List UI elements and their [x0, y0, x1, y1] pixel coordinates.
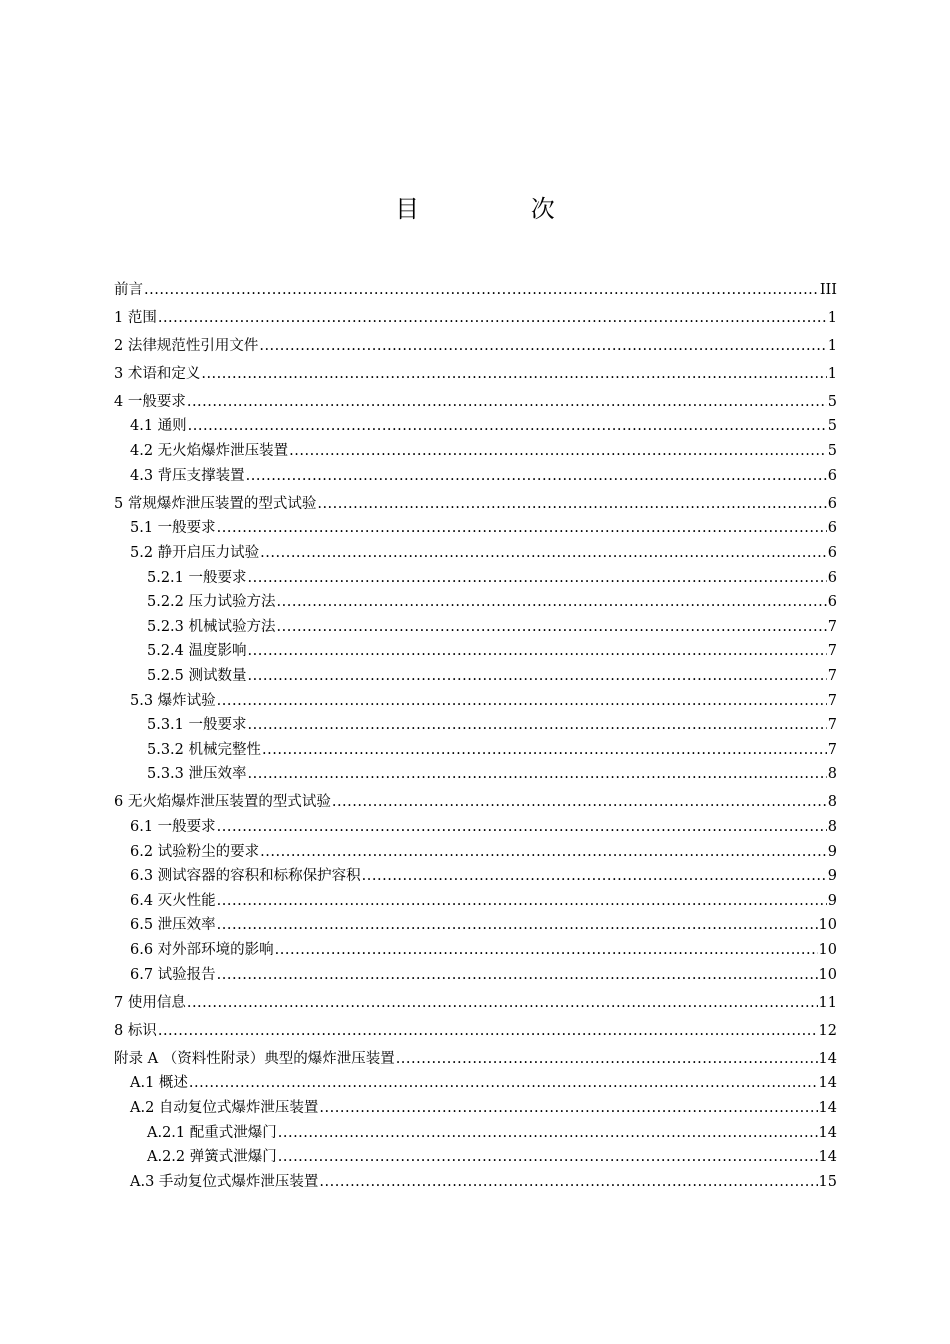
toc-entry-label: 前言 [114, 281, 143, 298]
toc-entry-page: 1 [827, 365, 837, 382]
toc-entry-page: 6 [827, 544, 837, 561]
toc-entry-page: 6 [827, 569, 837, 586]
toc-entry-page: 9 [827, 868, 837, 885]
toc-entry-label: 8 标识 [114, 1022, 157, 1039]
toc-leader-dots [259, 334, 826, 359]
toc-entry-page: 10 [818, 941, 837, 958]
toc-entry-label: 6.5 泄压效率 [130, 917, 216, 934]
toc-leader-dots [217, 963, 818, 988]
toc-entry-label: 6.1 一般要求 [130, 818, 216, 835]
toc-entry-label: 5.2.1 一般要求 [147, 569, 247, 586]
toc-leader-dots [317, 492, 826, 517]
toc-entry-label: A.2 自动复位式爆炸泄压装置 [130, 1100, 319, 1116]
toc-entry-label: 4.3 背压支撑装置 [130, 467, 245, 484]
toc-entry-label: 5.3.1 一般要求 [147, 717, 247, 734]
toc-entry[interactable] [114, 590, 837, 615]
toc-entry-label: 7 使用信息 [114, 994, 186, 1011]
toc-leader-dots [319, 1170, 817, 1195]
toc-entry-page: 1 [827, 337, 837, 354]
toc-entry-page: 6 [827, 520, 837, 537]
toc-entry-label: 附录 A （资料性附录）典型的爆炸泄压装置 [114, 1050, 395, 1067]
toc-entry[interactable] [114, 334, 837, 359]
table-of-contents [114, 274, 837, 1194]
toc-leader-dots [275, 938, 818, 963]
toc-entry-page: 7 [827, 618, 837, 635]
toc-leader-dots [158, 1019, 818, 1044]
toc-entry[interactable] [114, 362, 837, 387]
toc-entry[interactable] [114, 1096, 837, 1121]
toc-entry-page: 9 [827, 892, 837, 909]
toc-entry-label: 6.3 测试容器的容积和标称保护容积 [130, 868, 361, 885]
toc-leader-dots [248, 713, 827, 738]
toc-leader-dots [332, 790, 827, 815]
toc-entry[interactable] [114, 492, 837, 517]
toc-entry[interactable] [114, 889, 837, 914]
toc-entry-label: 5.2.5 测试数量 [147, 667, 247, 684]
toc-entry-label: 4.2 无火焰爆炸泄压装置 [130, 443, 289, 460]
toc-entry-label: 5 常规爆炸泄压装置的型式试验 [114, 495, 317, 512]
toc-entry[interactable] [114, 414, 837, 439]
toc-entry-page: 15 [818, 1173, 837, 1190]
toc-leader-dots [248, 664, 827, 689]
toc-leader-dots [277, 615, 827, 640]
page-title: 目 次 [395, 195, 607, 223]
toc-entry-label: 5.2.4 温度影响 [147, 643, 247, 660]
toc-entry-label: 3 术语和定义 [114, 365, 201, 382]
toc-entry[interactable] [114, 639, 837, 664]
toc-entry-page: 5 [827, 418, 837, 435]
toc-leader-dots [217, 689, 827, 714]
toc-entry[interactable] [114, 840, 837, 865]
toc-entry[interactable] [114, 790, 837, 815]
toc-entry-page: 14 [818, 1050, 837, 1067]
toc-entry-page: 8 [827, 766, 837, 783]
toc-leader-dots [262, 738, 827, 763]
toc-entry-label: 6.2 试验粉尘的要求 [130, 843, 260, 860]
toc-entry[interactable] [114, 1019, 837, 1044]
toc-entry-page: 14 [818, 1124, 837, 1141]
toc-entry-page: 1 [827, 309, 837, 326]
toc-entry[interactable] [114, 464, 837, 489]
toc-leader-dots [248, 639, 827, 664]
toc-entry-page: 5 [827, 443, 837, 460]
toc-entry-page: 7 [827, 667, 837, 684]
toc-entry[interactable] [114, 991, 837, 1016]
toc-entry-label: A.3 手动复位式爆炸泄压装置 [130, 1173, 319, 1190]
toc-entry[interactable] [114, 1145, 837, 1170]
toc-leader-dots [217, 516, 827, 541]
toc-entry-label: A.2.2 弹簧式泄爆门 [147, 1149, 277, 1166]
toc-entry-page: 10 [818, 917, 837, 934]
toc-leader-dots [362, 864, 827, 889]
toc-entry-label: 4 一般要求 [114, 393, 186, 410]
toc-leader-dots [278, 1145, 818, 1170]
toc-leader-dots [158, 306, 827, 331]
toc-entry-page: III [819, 281, 837, 298]
toc-leader-dots [278, 1121, 818, 1146]
toc-entry[interactable] [114, 390, 837, 415]
toc-leader-dots [189, 1071, 818, 1096]
toc-entry-page: 7 [827, 717, 837, 734]
toc-entry[interactable] [114, 762, 837, 787]
toc-leader-dots [277, 590, 827, 615]
toc-entry-page: 10 [818, 966, 837, 983]
toc-entry-page: 6 [827, 594, 837, 611]
toc-entry-page: 9 [827, 843, 837, 860]
toc-entry-page: 7 [827, 692, 837, 709]
toc-entry-page: 6 [827, 467, 837, 484]
toc-entry[interactable] [114, 278, 837, 303]
toc-entry-label: 6 无火焰爆炸泄压装置的型式试验 [114, 794, 331, 811]
toc-entry-label: A.2.1 配重式泄爆门 [147, 1124, 277, 1141]
toc-entry-page: 14 [818, 1075, 837, 1092]
toc-leader-dots [260, 541, 827, 566]
toc-leader-dots [217, 815, 827, 840]
toc-entry[interactable] [114, 1121, 837, 1146]
toc-leader-dots [289, 439, 827, 464]
toc-leader-dots [188, 414, 827, 439]
toc-entry-page: 6 [827, 495, 837, 512]
toc-leader-dots [248, 762, 827, 787]
toc-entry-label: 5.3.3 泄压效率 [147, 766, 247, 783]
toc-leader-dots [201, 362, 826, 387]
toc-leader-dots [248, 566, 827, 591]
toc-entry-label: 5.1 一般要求 [130, 520, 216, 537]
toc-entry[interactable] [114, 566, 837, 591]
toc-entry[interactable] [114, 306, 837, 331]
toc-entry[interactable] [114, 963, 837, 988]
toc-entry-label: 2 法律规范性引用文件 [114, 337, 259, 354]
toc-entry[interactable] [114, 713, 837, 738]
toc-leader-dots [260, 840, 827, 865]
toc-entry[interactable] [114, 1071, 837, 1096]
toc-entry[interactable] [114, 689, 837, 714]
toc-entry-page: 7 [827, 741, 837, 758]
toc-entry-page: 11 [818, 994, 837, 1011]
toc-leader-dots [319, 1096, 817, 1121]
toc-entry-label: 6.6 对外部环境的影响 [130, 941, 274, 958]
toc-entry-page: 7 [827, 643, 837, 660]
toc-entry-label: 6.4 灭火性能 [130, 892, 216, 909]
toc-leader-dots [246, 464, 827, 489]
toc-entry-label: 5.2 静开启压力试验 [130, 544, 260, 561]
toc-entry[interactable] [114, 938, 837, 963]
toc-entry-label: 6.7 试验报告 [130, 966, 216, 983]
toc-entry[interactable] [114, 1170, 837, 1195]
toc-entry-page: 5 [827, 393, 837, 410]
toc-entry[interactable] [114, 615, 837, 640]
toc-entry-label: 5.3.2 机械完整性 [147, 741, 262, 758]
toc-entry-page: 8 [827, 818, 837, 835]
toc-entry[interactable] [114, 516, 837, 541]
toc-entry-label: 5.2.3 机械试验方法 [147, 618, 276, 635]
toc-entry[interactable] [114, 913, 837, 938]
toc-entry-label: 5.2.2 压力试验方法 [147, 594, 276, 611]
toc-entry[interactable] [114, 541, 837, 566]
toc-leader-dots [217, 889, 827, 914]
toc-leader-dots [187, 390, 827, 415]
toc-entry[interactable] [114, 439, 837, 464]
toc-leader-dots [144, 278, 819, 303]
toc-leader-dots [217, 913, 818, 938]
toc-entry[interactable] [114, 1047, 837, 1072]
toc-entry-page: 8 [827, 794, 837, 811]
toc-entry-page: 14 [818, 1149, 837, 1166]
toc-entry-label: 4.1 通则 [130, 418, 187, 435]
toc-entry[interactable] [114, 738, 837, 763]
toc-entry-label: 1 范围 [114, 309, 157, 326]
toc-entry-label: A.1 概述 [130, 1075, 188, 1092]
toc-entry-page: 14 [818, 1100, 837, 1116]
toc-entry[interactable] [114, 664, 837, 689]
toc-entry-label: 5.3 爆炸试验 [130, 692, 216, 709]
toc-leader-dots [396, 1047, 818, 1072]
toc-entry[interactable] [114, 864, 837, 889]
toc-entry[interactable] [114, 815, 837, 840]
toc-leader-dots [187, 991, 818, 1016]
toc-entry-page: 12 [818, 1022, 837, 1039]
